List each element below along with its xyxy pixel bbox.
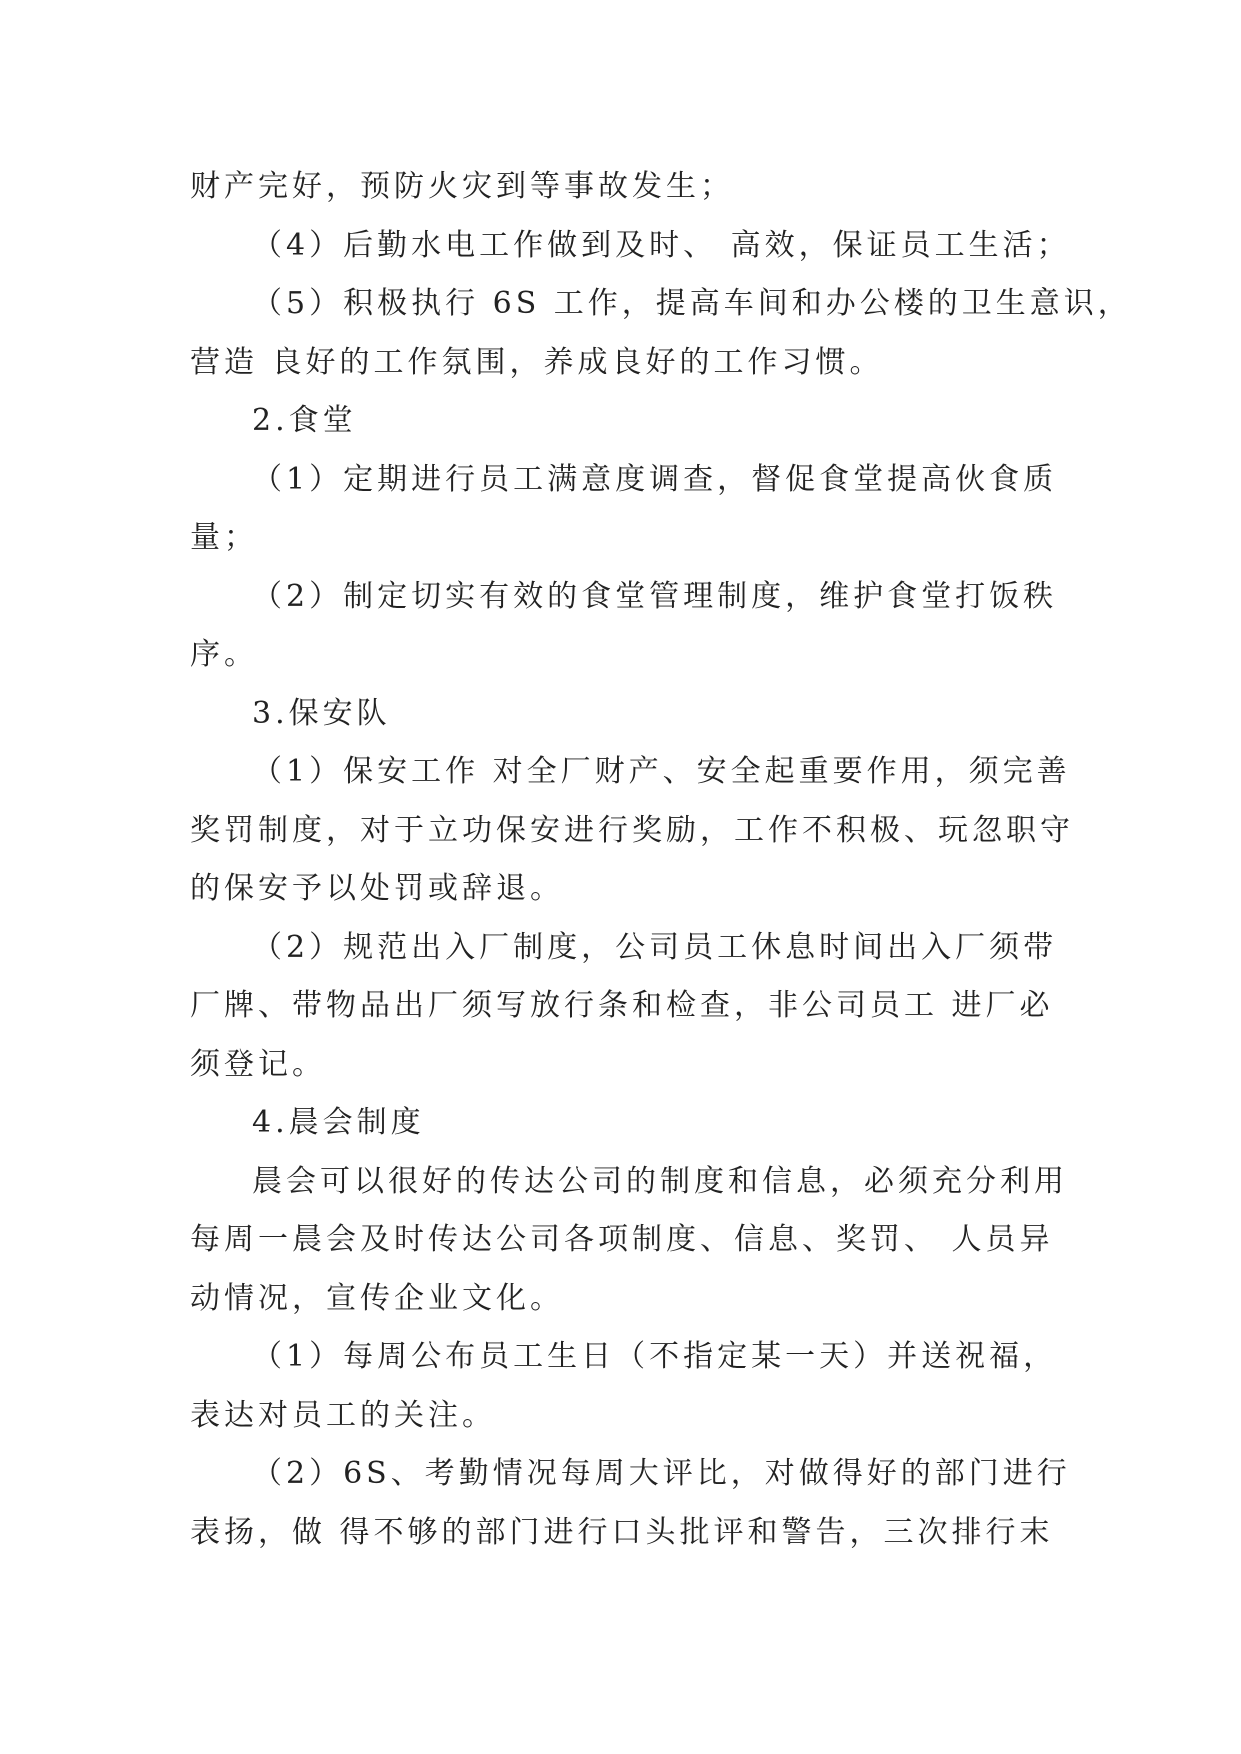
text-line: （1）定期进行员工满意度调查，督促食堂提高伙食质	[252, 461, 1058, 497]
section-heading: 4.晨会制度	[252, 1105, 425, 1140]
text-line: 每周一晨会及时传达公司各项制度、信息、奖罚、 人员异	[190, 1222, 1054, 1257]
text-line: （4）后勤水电工作做到及时、 高效，保证员工生活；	[252, 227, 1071, 263]
text-line: （5）积极执行 6S 工作，提高车间和办公楼的卫生意识，	[252, 286, 1132, 321]
text-line: 须登记。	[190, 1046, 326, 1082]
text-line: 序。	[190, 637, 258, 672]
text-line: 表扬，做 得不够的部门进行口头批评和警告，三次排行末	[190, 1514, 1054, 1550]
document-body	[190, 158, 1132, 1562]
text-line: 厂牌、带物品出厂须写放行条和检查，非公司员工 进厂必	[190, 988, 1054, 1023]
text-line: （1）保安工作 对全厂财产、安全起重要作用，须完善	[252, 754, 1071, 789]
text-line: 量；	[190, 520, 258, 555]
text-line: 财产完好，预防火灾到等事故发生；	[190, 169, 734, 204]
text-line: （2）制定切实有效的食堂管理制度，维护食堂打饭秩	[252, 578, 1058, 614]
text-line: 营造 良好的工作氛围，养成良好的工作习惯。	[190, 344, 884, 380]
text-line: 动情况，宣传企业文化。	[190, 1280, 564, 1316]
text-line: 表达对员工的关注。	[190, 1397, 496, 1433]
text-line: 晨会可以很好的传达公司的制度和信息，必须充分利用	[252, 1163, 1068, 1199]
text-line: （1）每周公布员工生日（不指定某一天）并送祝福，	[252, 1339, 1058, 1374]
text-line: （2）6S、考勤情况每周大评比，对做得好的部门进行	[252, 1456, 1071, 1491]
text-line: 的保安予以处罚或辞退。	[190, 871, 564, 906]
text-line: （2）规范出入厂制度，公司员工休息时间出入厂须带	[252, 929, 1058, 965]
section-heading: 3.保安队	[252, 695, 391, 731]
section-heading: 2.食堂	[252, 403, 357, 438]
text-line: 奖罚制度，对于立功保安进行奖励，工作不积极、玩忽职守	[190, 812, 1074, 848]
